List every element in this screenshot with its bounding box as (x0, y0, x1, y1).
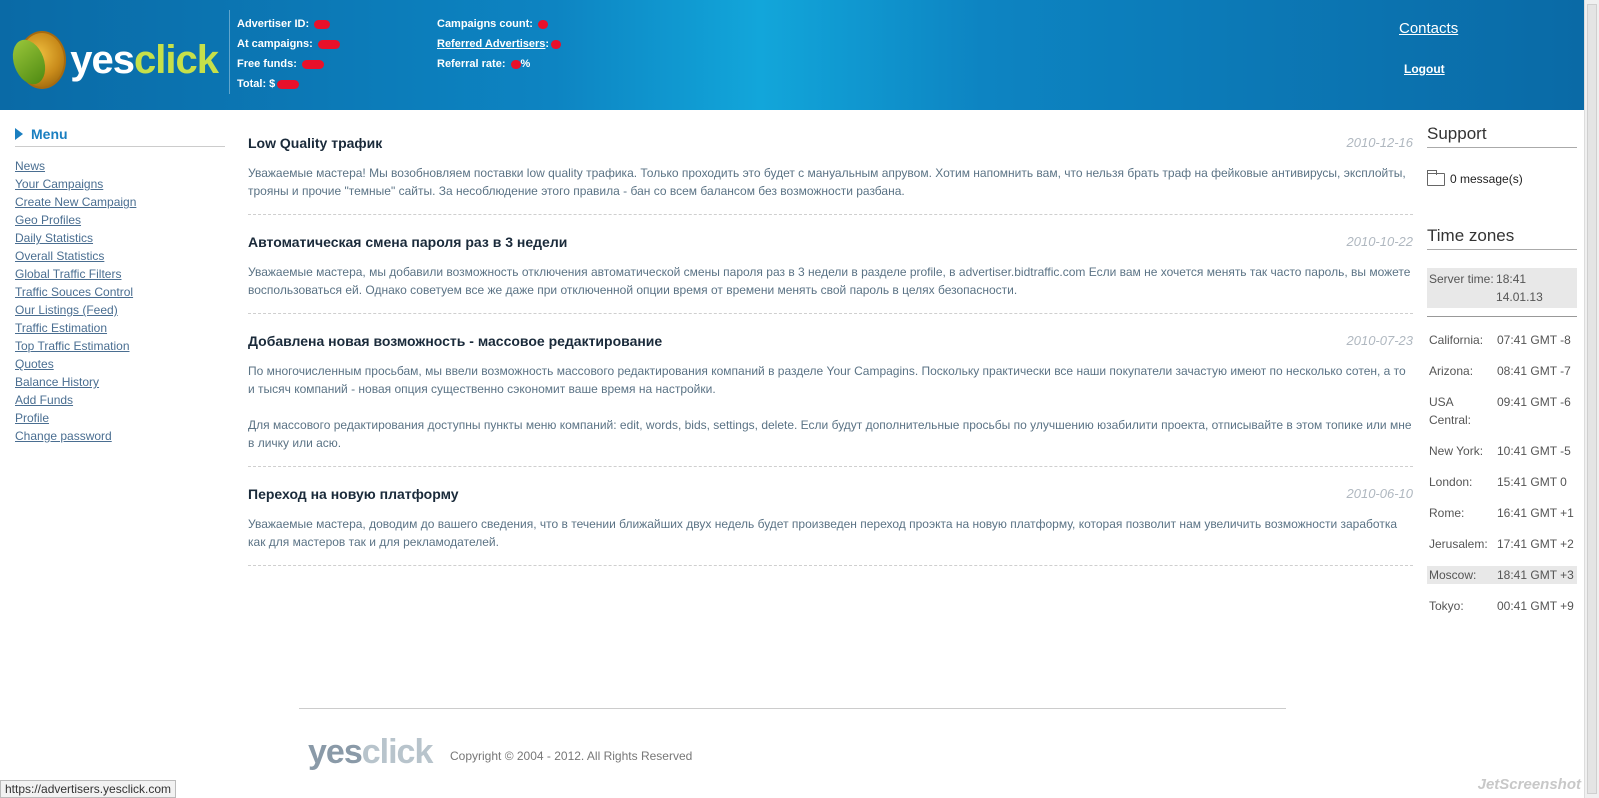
news-item (248, 481, 1413, 566)
header (0, 0, 1584, 110)
referred-advertisers-link[interactable]: Referred Advertisers (437, 38, 546, 50)
redaction-mark (551, 40, 561, 49)
tz-row: California: 07:41 GMT -8 (1429, 333, 1571, 347)
news-paragraph: Уважаемые мастера, доводим до вашего сведения, что в течении ближайших двух недель будет произведен переход проэкта на новую платформу, которая позволит нам увеличить возможности заработка как для мастеров так и для рекламодателей. (248, 517, 1397, 549)
vertical-scrollbar[interactable] (1584, 0, 1599, 798)
menu-item-add-funds[interactable]: Add Funds (15, 393, 74, 407)
news-title: Автоматическая смена пароля раз в 3 недели (248, 234, 568, 250)
news-date: 2010-10-22 (1346, 234, 1413, 249)
server-time (1427, 268, 1577, 308)
right-sidebar (1427, 124, 1577, 628)
at-campaigns: At campaigns: (237, 34, 340, 54)
logout-link[interactable]: Logout (1404, 62, 1445, 76)
news-body (248, 263, 1413, 299)
news-paragraph: Для массового редактирования доступны пункты меню компаний: edit, words, bids, settings, delete. Если будут дополнительные просьбы по улучшению юзабилити проекта, отписывайте в этом топике или мне в личку или асю. (248, 418, 1412, 450)
news-date: 2010-07-23 (1346, 333, 1413, 348)
menu-header (15, 126, 225, 147)
news-item (248, 130, 1413, 215)
news-item (248, 229, 1413, 314)
menu-item-news[interactable]: News (15, 159, 46, 173)
menu-title: Menu (31, 126, 68, 142)
account-stats (237, 14, 340, 94)
news-date: 2010-06-10 (1346, 486, 1413, 501)
header-divider (229, 10, 230, 94)
tz-row: London: 15:41 GMT 0 (1429, 475, 1567, 489)
copyright: Copyright © 2004 - 2012. All Rights Reserved (450, 749, 693, 763)
menu-item-profile[interactable]: Profile (15, 411, 50, 425)
time-zones (1427, 226, 1577, 615)
news-title: Переход на новую платформу (248, 486, 459, 502)
server-time-value: 18:41 14.01.13 (1496, 272, 1543, 304)
news-paragraph: По многочисленным просьбам, мы ввели возможность массового редактирования компаний в разделе Your Campagins. Поскольку практически все наши покупатели зачастую имеют по несколько сотен, а то и тысяч компаний - новая опция существенно сэкономит ваше время на настройки. (248, 364, 1406, 396)
divider (1427, 316, 1577, 317)
news-item (248, 328, 1413, 467)
server-time-label: Server time: (1429, 272, 1494, 286)
menu-item-change-password[interactable]: Change password (15, 429, 112, 443)
referred-advertisers: Referred Advertisers: (437, 34, 561, 54)
contacts-link[interactable]: Contacts (1399, 20, 1459, 37)
menu-item-balance-history[interactable]: Balance History (15, 375, 100, 389)
menu-item-geo-profiles[interactable]: Geo Profiles (15, 213, 82, 227)
redaction-mark (277, 80, 299, 89)
support-messages-count: 0 message(s) (1450, 172, 1523, 186)
menu-item-our-listings[interactable]: Our Listings (Feed) (15, 303, 118, 317)
menu-item-your-campaigns[interactable]: Your Campaigns (15, 177, 104, 191)
redaction-mark (318, 40, 340, 49)
tz-row: Tokyo: 00:41 GMT +9 (1429, 599, 1574, 613)
menu-item-traffic-estimation[interactable]: Traffic Estimation (15, 321, 108, 335)
redaction-mark (314, 20, 330, 29)
tz-row-current: Moscow: 18:41 GMT +3 (1427, 566, 1577, 584)
tz-row: Jerusalem: 17:41 GMT +2 (1429, 537, 1574, 551)
support-title: Support (1427, 124, 1577, 148)
logo-text: yesclick (70, 38, 218, 82)
logo[interactable] (18, 28, 218, 92)
scrollbar-thumb[interactable] (1587, 4, 1597, 794)
news-paragraph: Уважаемые мастера, мы добавили возможность отключения автоматической смены пароля раз в 3 недели в разделе profile, в advertiser.bidtraffic.com Если вам не хочется менять так часто пароль, вы можете воспользоваться ей. Однако советуем все же даже при отключенной опции время от времени менять свой пароль в целях безопасности. (248, 265, 1411, 297)
menu-item-traffic-souces-control[interactable]: Traffic Souces Control (15, 285, 134, 299)
advertiser-id: Advertiser ID: (237, 14, 340, 34)
news-paragraph: Уважаемые мастера! Мы возобновляем поставки low quality трафика. Только проходить это будет с мануальным апрувом. Хотим напомнить вам, что нельзя брать траф на фейковые антивирусы, эксплойты, трояны и прочие "темные" сайты. За несоблюдение этого правила - бан со всем балансом без возможности разбана. (248, 166, 1406, 198)
sidebar-menu (15, 126, 225, 445)
menu-item-overall-statistics[interactable]: Overall Statistics (15, 249, 105, 263)
logo-globe-icon (18, 31, 66, 89)
news-title: Добавлена новая возможность - массовое редактирование (248, 333, 663, 349)
tz-row: New York: 10:41 GMT -5 (1429, 444, 1571, 458)
footer-divider (299, 708, 1286, 709)
news-body (248, 362, 1413, 452)
menu-item-daily-statistics[interactable]: Daily Statistics (15, 231, 94, 245)
tz-row: USA Central: 09:41 GMT -6 (1429, 395, 1571, 427)
news-date: 2010-12-16 (1346, 135, 1413, 150)
footer-logo: yesclick (308, 733, 433, 771)
menu-item-create-new-campaign[interactable]: Create New Campaign (15, 195, 137, 209)
total: Total: $ (237, 74, 340, 94)
menu-item-top-traffic-estimation[interactable]: Top Traffic Estimation (15, 339, 130, 353)
news-title: Low Quality трафик (248, 135, 383, 151)
redaction-mark (538, 20, 548, 29)
watermark: JetScreenshot (1477, 776, 1581, 793)
time-zones-title: Time zones (1427, 226, 1577, 250)
redaction-mark (511, 60, 521, 69)
menu-item-quotes[interactable]: Quotes (15, 357, 54, 371)
triangle-right-icon (15, 128, 23, 140)
tz-row: Rome: 16:41 GMT +1 (1429, 506, 1574, 520)
campaigns-count: Campaigns count: (437, 14, 561, 34)
news-body (248, 515, 1413, 551)
tz-row: Arizona: 08:41 GMT -7 (1429, 364, 1571, 378)
status-bar-url: https://advertisers.yesclick.com (0, 780, 176, 798)
folder-icon (1427, 173, 1445, 186)
news-body (248, 164, 1413, 200)
news-list (248, 130, 1413, 580)
menu-item-global-traffic-filters[interactable]: Global Traffic Filters (15, 267, 122, 281)
support-messages[interactable] (1427, 172, 1577, 186)
redaction-mark (302, 60, 324, 69)
campaign-stats (437, 14, 561, 74)
referral-rate: Referral rate: % (437, 58, 531, 70)
free-funds: Free funds: (237, 54, 340, 74)
